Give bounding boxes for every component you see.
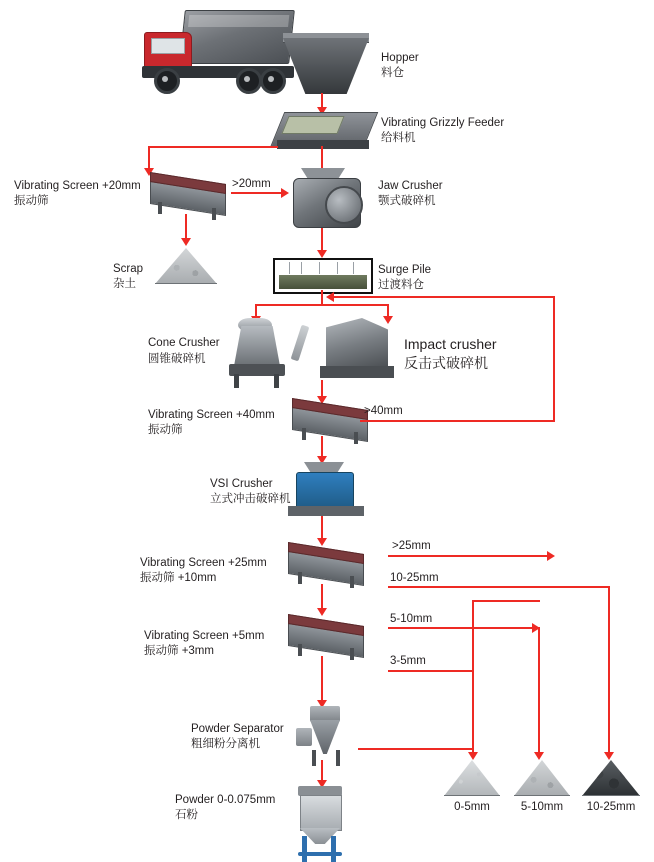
scrap-label-zh: 杂土: [113, 278, 136, 290]
powder-silo-illustration: [296, 786, 348, 856]
hopper-label-zh: 料仓: [381, 67, 404, 79]
cone-label-zh: 圆锥破碎机: [148, 353, 206, 365]
jaw-crusher-illustration: [285, 168, 365, 228]
arrowhead-vsi-to-screen3: [317, 538, 327, 546]
arrowhead-510-join: [532, 623, 540, 633]
arrowhead-jaw-to-surge: [317, 250, 327, 258]
arrowhead-over40-return: [326, 292, 334, 302]
product-pile-5-10mm-label: 5-10mm: [520, 801, 564, 813]
jaw-label-en: Jaw Crusher: [378, 180, 443, 192]
flow-label-5-10mm: 5-10mm: [390, 613, 433, 625]
flow-label-over20mm: >20mm: [232, 178, 271, 190]
arrow-surge-split: [255, 304, 389, 306]
screen4-label-line1: Vibrating Screen +5mm: [144, 630, 265, 642]
arrow-510-h: [388, 627, 540, 629]
flow-label-3-5mm: 3-5mm: [390, 655, 426, 667]
arrow-screen1-to-jaw: [231, 192, 283, 194]
separator-label-zh: 粗细粉分离机: [191, 738, 260, 750]
vsi-label-en: VSI Crusher: [210, 478, 273, 490]
powder-label-zh: 石粉: [175, 809, 198, 821]
product-pile-10-25mm-label: 10-25mm: [586, 801, 636, 813]
vibrating-screen-2-illustration: [290, 402, 374, 436]
arrow-feeder-to-screen1-v: [148, 146, 150, 170]
vsi-label-zh: 立式冲击破碎机: [210, 493, 291, 505]
arrow-35-v: [472, 600, 474, 755]
arrow-feeder-to-screen1-h: [148, 146, 278, 148]
arrowhead-510: [534, 752, 544, 760]
arrow-over40-v: [553, 296, 555, 422]
powder-label-en: Powder 0-0.075mm: [175, 794, 276, 806]
arrow-screen4-to-separator: [321, 656, 323, 704]
arrow-separator-to-0-5mm: [358, 748, 472, 750]
divider-bar: [291, 325, 310, 362]
dump-truck-illustration: [140, 6, 300, 90]
vibrating-screen-3-illustration: [286, 546, 372, 584]
impact-crusher-illustration: [320, 316, 402, 380]
screen2-label-zh: 振动筛: [148, 424, 183, 436]
cone-label-en: Cone Crusher: [148, 337, 220, 349]
arrowhead-35: [468, 752, 478, 760]
vibrating-screen-4-illustration: [286, 618, 372, 656]
product-pile-5-10mm-illustration: [514, 760, 570, 796]
arrowhead-screen3-to-screen4: [317, 608, 327, 616]
product-pile-0-5mm-illustration: [444, 760, 500, 796]
feeder-label-zh: 给料机: [381, 132, 416, 144]
jaw-label-zh: 颚式破碎机: [378, 195, 436, 207]
arrowhead-over25: [547, 551, 555, 561]
flow-label-over25mm: >25mm: [392, 540, 431, 552]
vibrating-screen-1-illustration: [148, 176, 232, 214]
product-pile-10-25mm-illustration: [582, 760, 640, 796]
arrowhead-1025: [604, 752, 614, 760]
arrow-over25-h: [388, 555, 553, 557]
screen1-label-zh: 振动筛: [14, 195, 49, 207]
screen2-label-en: Vibrating Screen +40mm: [148, 409, 275, 421]
arrow-1025-h: [388, 586, 610, 588]
vsi-crusher-illustration: [286, 462, 370, 516]
flow-label-10-25mm: 10-25mm: [390, 572, 439, 584]
vibrating-grizzly-feeder-illustration: [275, 112, 371, 148]
feeder-label-en: Vibrating Grizzly Feeder: [381, 117, 505, 129]
arrow-over40-h: [360, 420, 555, 422]
screen3-label-line1: Vibrating Screen +25mm: [140, 557, 267, 569]
powder-separator-illustration: [296, 706, 358, 760]
scrap-pile-illustration: [155, 248, 217, 284]
arrow-jaw-to-surge: [321, 228, 323, 252]
arrow-510-v: [538, 627, 540, 755]
scrap-label-en: Scrap: [113, 263, 144, 275]
flow-label-over40mm: >40mm: [364, 405, 403, 417]
hopper-illustration: [283, 33, 373, 95]
arrowhead-screen1-to-scrap: [181, 238, 191, 246]
arrow-1025-v: [608, 586, 610, 754]
screen4-label-line2: 振动筛 +3mm: [144, 645, 214, 657]
impact-label-zh: 反击式破碎机: [404, 355, 488, 371]
product-pile-0-5mm-label: 0-5mm: [454, 801, 490, 813]
screen1-label-en: Vibrating Screen +20mm: [14, 180, 141, 192]
separator-label-en: Powder Separator: [191, 723, 284, 735]
hopper-label-en: Hopper: [381, 52, 419, 64]
surge-pile-illustration: [273, 258, 373, 294]
impact-label-en: Impact crusher: [404, 336, 497, 352]
arrow-35-upper-join: [472, 600, 540, 602]
arrow-over40-return: [330, 296, 555, 298]
surge-label-en: Surge Pile: [378, 264, 432, 276]
arrow-feeder-to-jaw: [321, 146, 323, 170]
surge-label-zh: 过渡料仓: [378, 279, 424, 291]
arrow-screen1-to-scrap: [185, 214, 187, 240]
cone-crusher-illustration: [226, 318, 288, 380]
arrow-35-h: [388, 670, 474, 672]
screen3-label-line2: 振动筛 +10mm: [140, 572, 217, 584]
